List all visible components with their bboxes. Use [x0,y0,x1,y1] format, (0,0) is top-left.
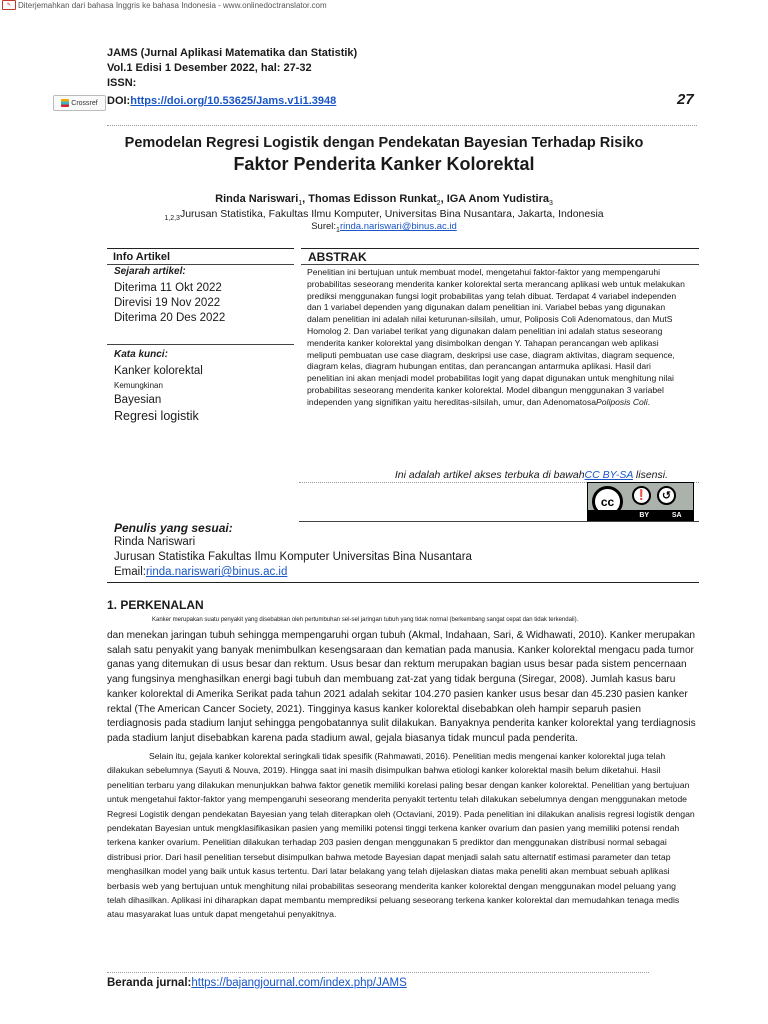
affiliation-text: Jurusan Statistika, Fakultas Ilmu Komputer, Universitas Bina Nusantara, Jakarta, Indonesia [179,208,604,220]
header-divider [107,125,697,126]
title-line-2: Faktor Penderita Kanker Kolorektal [233,154,535,174]
abstract-main: Penelitian ini bertujuan untuk membuat model, mengetahui faktor-faktor yang mempengaruhi probabilitas seseorang menderita kanker kolorektal serta merancang aplikasi web untuk melakukan prediksi menggunakan fungsi logit probabilitas yang telah dibuat. Terdapat 4 variabel independen dan 1 variabel dependen yang digunakan dalam penelitian ini. Variabel bebas yang digunakan dalam penelitian ini adalah nilai keturunan-silsilah, umur, Poliposis Coli Adenomatous, dan MutS Homolog 2. Dan variabel terikat yang digunakan dalam penelitian ini adalah status seseorang menderita kanker kolorektal yang disimbolkan dengan Y. Tahapan perancangan web aplikasi meliputi pembuatan use case diagram, deskripsi use case, diagram aktivitas, diagram sequence, diagram kelas, diagram hubungan entitas, dan perancangan antarmuka aplikasi. Hasil dari penelitian ini akan menjadi model probabilitas logit yang dapat digunakan untuk menghitung nilai probabilitas seseorang menderita kanker kolorektal. Model dibangun menggunakan 3 variabel independen yang signifikan yaitu hereditas-silsilah, umur, dan Adenomatosa [307,267,685,407]
author-list: Rinda Nariswari$_1$, Thomas Edisson Runkat$_2$, IGA Anom Yudistira$_3$ [215,193,553,208]
journal-name: JAMS (Jurnal Aplikasi Matematika dan Statistik) [107,47,358,59]
license-link[interactable]: CC BY-SA [584,469,633,481]
author-name: IGA Anom Yudistira [446,193,549,205]
share-alike-icon: ↺ [657,486,676,505]
footer-journal-link[interactable]: https://bajangjournal.com/index.php/JAMS [191,977,407,989]
info-heading: Info Artikel [113,251,171,263]
doi-label: DOI: [107,95,131,107]
keyword-item: Kemungkinan [114,381,163,390]
author-name: Thomas Edisson Runkat [308,193,437,205]
history-list [114,281,225,326]
contact-label: Surel: [311,221,337,232]
keywords-label: Kata kunci: [114,349,168,360]
title-line-1: Pemodelan Regresi Logistik dengan Pendekatan Bayesian Terhadap Risiko [124,135,644,151]
footer [107,977,407,989]
corr-bottom-rule [107,582,699,583]
keyword-item: Kanker kolorektal [114,365,203,377]
by-person-icon: ❗ [632,486,651,505]
doi-line [107,95,336,107]
contact-sup: 1 [336,226,340,234]
affiliation-sup: 1,2,3 [164,215,180,223]
corr-top-rule [299,521,699,522]
section-heading-introduction: 1. PERKENALAN [107,598,204,612]
doi-link[interactable]: https://doi.org/10.53625/Jams.v1i1.3948 [130,95,337,107]
info-sub-rule [107,264,294,265]
affiliation [0,208,768,222]
corr-email-line [114,566,287,578]
keyword-item: Bayesian [114,394,162,406]
history-label: Sejarah artikel: [114,266,186,277]
abstract-top-rule [301,248,699,249]
license-suffix: lisensi. [632,469,668,481]
keyword-item: Regresi logistik [114,409,199,423]
footer-label: Beranda jurnal: [107,977,192,989]
crossref-icon [61,99,69,107]
journal-issn: ISSN: [107,77,137,89]
page-number: 27 [677,91,694,108]
license-text: Ini adalah artikel akses terbuka di bawah [394,469,585,481]
abstract-heading: ABSTRAK [308,250,367,264]
cc-icon: cc [592,486,623,517]
intro-paragraph-1: dan menekan jaringan tubuh sehingga mempengaruhi organ tubuh (Akmal, Indahaan, Sari, & Widhawati, 2010). Kanker merupakan salah satu penyakit yang banyak menimbulkan kesengsaraan dan kematian pada manusia. Kanker kolorektal mengacu pada tumor ganas yang ditemukan di usus besar dan rektum. Usus besar dan rektum merupakan bagian usus besar pada sistem pencernaan yang fungsinya menghasilkan energi bagi tubuh dan membuang zat-zat yang tidak berguna (Siregar, 2008). Jumlah kasus baru kanker kolorektal di Amerika Serikat pada tahun 2021 adalah sekitar 104.270 pasien kanker usus besar dan 45.230 pasien kanker rektal (The American Cancer Society, 2021). Tingginya kasus kanker kolorektal disebabkan oleh hampir separuh pasien terdiagnosis pada stadium lanjut sehingga pengobatannya sulit dilakukan. Banyaknya penderita kanker kolorektal yang terdiagnosis pada stadium lanjut disebabkan karena pada stadium awal, gejala biasanya tidak muncul pada penderita. [107,630,696,744]
contact-email-line [0,221,768,234]
translator-banner[interactable] [2,0,327,10]
contact-email-link[interactable]: rinda.nariswari@binus.ac.id [339,221,457,232]
abstract-body [307,267,687,409]
corr-email-link[interactable]: rinda.nariswari@binus.ac.id [145,566,288,578]
corr-affiliation: Jurusan Statistika Fakultas Ilmu Komputer Universitas Bina Nusantara [114,551,472,563]
author-sup: 1 [298,200,303,208]
intro-paragraph-2: Selain itu, gejala kanker kolorektal seringkali tidak spesifik (Rahmawati, 2016). Penelitian medis mengenai kanker kolorektal juga telah dilakukan sebelumnya (Sayuti & Nouva, 2019). Hingga saat ini masih disimpulkan bahwa etiologi kanker kolorektal masih belum diketahui. Hasil penelitian terbaru yang dilakukan menunjukkan bahwa faktor genetik memiliki korelasi paling besar dengan kanker kolorektal. Penelitian yang bertujuan untuk mengetahui faktor-faktor yang mempengaruhi seseorang menderita penyakit tertentu telah dilakukan sebelumnya dengan menggunakan metode Regresi Logistik dengan pendekatan Bayesian yang telah diterapkan oleh (Octaviani, 2019). Pada penelitian ini dilakukan analisis regresi logistik dengan pendekatan Bayesian untuk mengklasifikasikan pasien yang memiliki potensi tinggi terkena kanker ovarium dan pasien yang memiliki potensi rendah terkena kanker ovarium. Penelitian dilakukan terhadap 203 pasien dengan menggunakan 5 prediktor dan menggunakan distribusi normal sebagai distribusi prior. Dari hasil penelitian tersebut disimpulkan bahwa metode Bayesian dapat menjadi salah satu alternatif estimasi parameter dan tetap menghasilkan model yang baik untuk kasus tertentu. Dari latar belakang yang telah dijelaskan diatas maka peneliti akan membuat sebuah aplikasi berbasis web yang bertujuan untuk menghitung nilai probabilitas seseorang menderita kanker kolorektal dengan menggunakan model peluang yang telah dihasilkan. Aplikasi ini diharapkan dapat membantu memprediksi peluang seseorang terkena kanker kolorektal dan memudahkan tenaga medis atau masyarakat luas untuk dapat mengetahui penyakitnya. [107,751,695,920]
abstract-end: . [647,396,651,407]
intro-first-line: Kanker merupakan suatu penyakit yang disebabkan oleh pertumbuhan sel-sel jaringan tubuh yang tidak normal (berkembang sangat cepat dan tidak terkendali). [152,617,579,623]
translator-text: Diterjemahkan dari bahasa Inggris ke bahasa Indonesia - www.onlinedoctranslator.com [18,0,327,10]
author-sup: 2 [436,200,441,208]
translator-icon: ✎ [2,0,16,10]
info-top-rule [107,248,294,249]
crossref-label: Crossref [71,99,98,107]
history-revised: Direvisi 19 Nov 2022 [114,297,221,309]
cc-by-sa-badge[interactable] [587,482,694,522]
abstract-sub-rule [301,264,699,265]
abstract-italic-term: Poliposis Coli [596,396,648,407]
cc-sa-label: SA [671,512,682,519]
author-sup: 3 [548,200,553,208]
corr-heading: Penulis yang sesuai: [114,521,233,535]
open-access-line [0,469,668,481]
history-received: Diterima 11 Okt 2022 [114,282,222,294]
corr-email-label: Email: [114,566,146,578]
crossref-badge[interactable] [53,95,106,111]
keywords-list [114,364,203,425]
corr-name: Rinda Nariswari [114,536,196,548]
history-accepted: Diterima 20 Des 2022 [114,312,226,324]
journal-volume: Vol.1 Edisi 1 Desember 2022, hal: 27-32 [107,62,312,74]
info-mid-rule [107,344,294,345]
cc-by-label: BY [639,512,650,519]
footer-divider [107,972,649,973]
cc-badge-labels [588,510,693,521]
author-name: Rinda Nariswari [215,193,299,205]
